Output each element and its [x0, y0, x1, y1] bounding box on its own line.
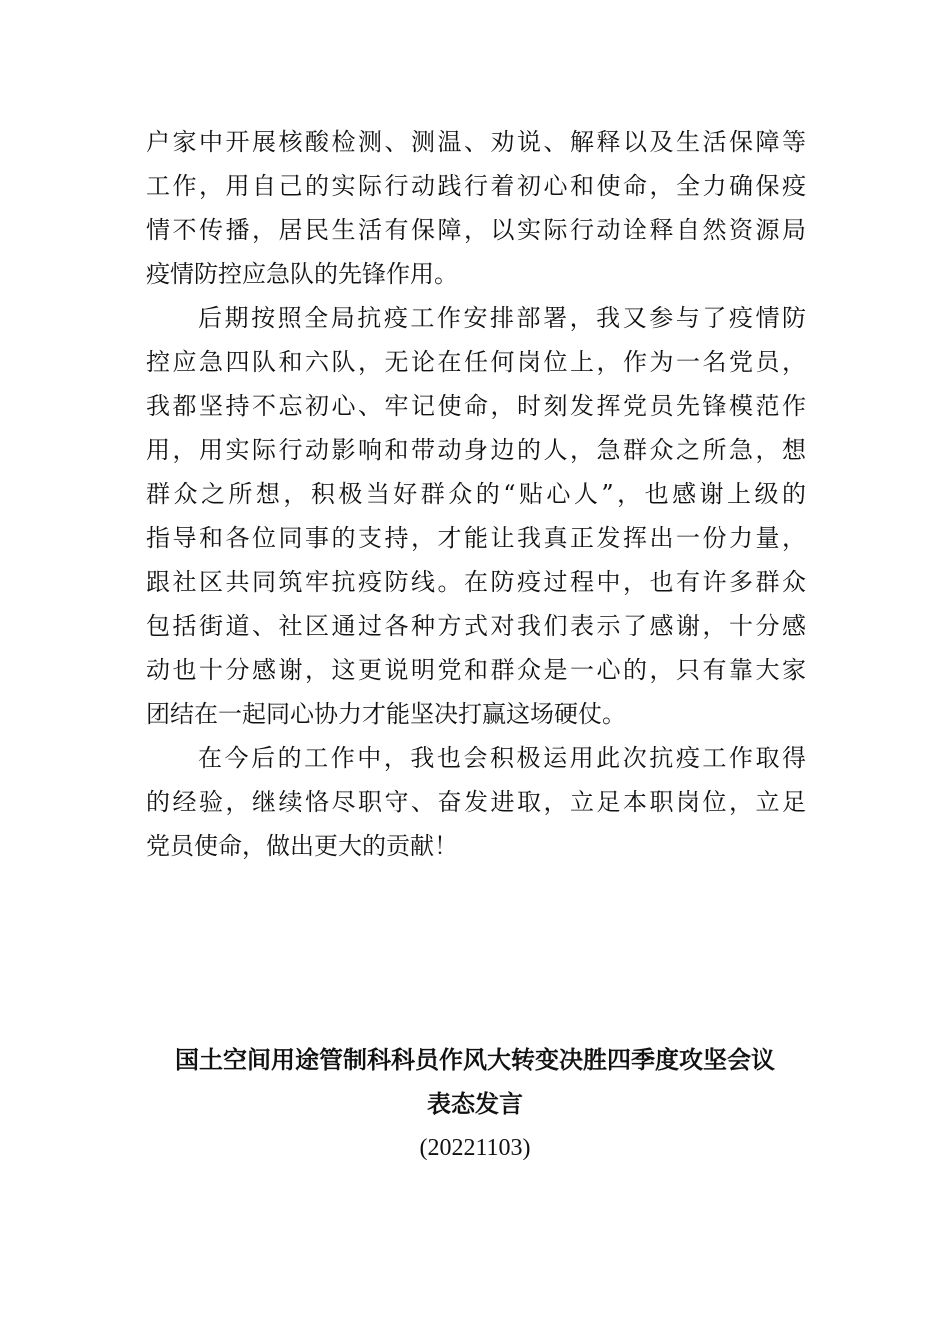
body-text-line: 户家中开展核酸检测、测温、劝说、解释以及生活保障等 [146, 128, 806, 156]
body-text-line: 在今后的工作中，我也会积极运用此次抗疫工作取得 [198, 744, 806, 772]
body-text-line: 跟社区共同筑牢抗疫防线。在防疫过程中，也有许多群众 [146, 568, 806, 596]
body-text-line: 工作，用自己的实际行动践行着初心和使命，全力确保疫 [146, 172, 806, 200]
body-text-line: 团结在一起同心协力才能坚决打赢这场硬仗。 [146, 700, 626, 728]
speech-title-line-2: 表态发言 [427, 1090, 523, 1118]
body-text-line: 的经验，继续恪尽职守、奋发进取，立足本职岗位，立足 [146, 788, 806, 816]
body-text-line: 我都坚持不忘初心、牢记使命，时刻发挥党员先锋模范作 [146, 392, 806, 420]
body-paragraphs [146, 120, 806, 868]
body-text-line: 控应急四队和六队，无论在任何岗位上，作为一名党员， [146, 348, 806, 376]
body-text-line: 包括街道、社区通过各种方式对我们表示了感谢，十分感 [146, 612, 806, 640]
body-text-line: 党员使命，做出更大的贡献！ [146, 832, 458, 860]
body-text-line: 疫情防控应急队的先锋作用。 [146, 260, 458, 288]
speech-date: (20221103) [419, 1135, 531, 1161]
body-text-line: 指导和各位同事的支持，才能让我真正发挥出一份力量， [146, 524, 806, 552]
speech-title-block [0, 1038, 950, 1168]
body-text-line: 后期按照全局抗疫工作安排部署，我又参与了疫情防 [198, 304, 806, 332]
body-text-line: 情不传播，居民生活有保障，以实际行动诠释自然资源局 [146, 216, 806, 244]
body-text-line: 动也十分感谢，这更说明党和群众是一心的，只有靠大家 [146, 656, 806, 684]
speech-title-line-1: 国土空间用途管制科科员作风大转变决胜四季度攻坚会议 [175, 1046, 775, 1074]
body-text-line: 群众之所想，积极当好群众的“贴心人”，也感谢上级的 [146, 480, 806, 508]
body-text-line: 用，用实际行动影响和带动身边的人，急群众之所急，想 [146, 436, 806, 464]
